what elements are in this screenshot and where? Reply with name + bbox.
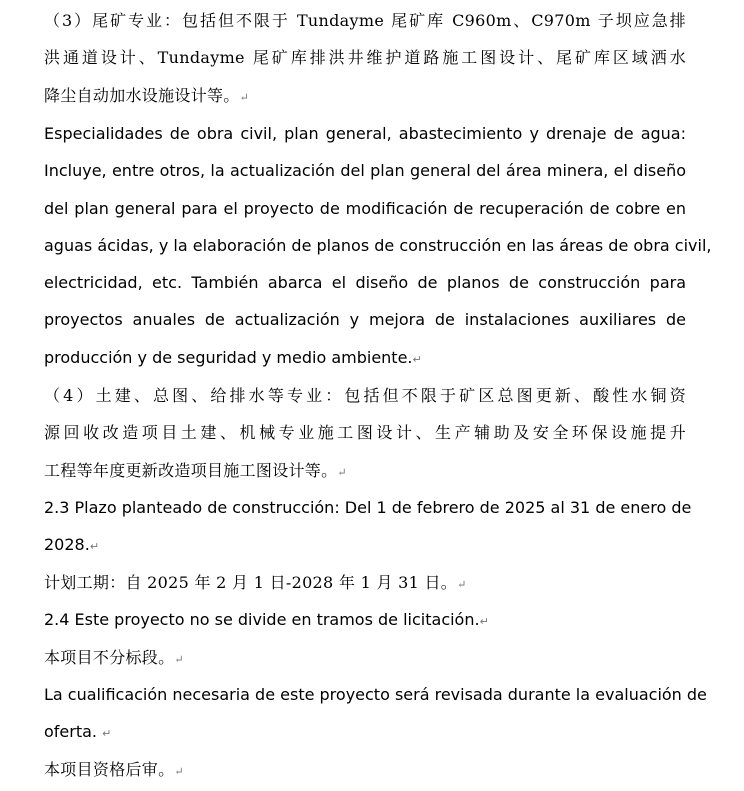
text-line: （4）土建、总图、给排水等专业：包括但不限于矿区总图更新、酸性水铜资 — [44, 386, 686, 405]
paragraph-mark-icon: ↵ — [239, 90, 250, 104]
paragraph-tender-lots-es — [44, 601, 686, 638]
paragraph-civil-works-cn — [44, 377, 686, 489]
text-line: producción y de seguridad y medio ambiente.↵ — [44, 347, 422, 367]
text-line: 本项目不分标段。↵ — [44, 648, 184, 667]
text-line: Incluye, entre otros, la actualización del plan general del área minera, el diseño — [44, 161, 686, 181]
paragraph-mark-icon: ↵ — [479, 615, 489, 628]
paragraph-mark-icon: ↵ — [174, 653, 184, 666]
paragraph-mark-icon: ↵ — [412, 352, 422, 366]
text-line: 2.3 Plazo planteado de construcción: Del 1 de febrero de 2025 al 31 de enero de — [44, 498, 692, 517]
text-line: La cualificación necesaria de este proyecto será revisada durante la evaluación de — [44, 685, 707, 704]
paragraph-mark-icon: ↵ — [174, 765, 184, 778]
text-line: electricidad, etc. También abarca el diseño de planos de construcción para — [44, 273, 686, 293]
text-line: 本项目资格后审。↵ — [44, 760, 184, 779]
text-line: 降尘自动加水设施设计等。↵ — [44, 85, 250, 105]
text-line: aguas ácidas, y la elaboración de planos de construcción en las áreas de obra civil, — [44, 235, 712, 255]
text-line: 2.4 Este proyecto no se divide en tramos de licitación.↵ — [44, 610, 489, 629]
paragraph-mark-icon: ↵ — [457, 578, 467, 591]
paragraph-mark-icon: ↵ — [337, 465, 347, 479]
paragraph-tailings-specialty — [44, 2, 686, 114]
paragraph-mark-icon: ↵ — [102, 727, 112, 741]
paragraph-construction-period-cn — [44, 564, 686, 601]
text-line: （3）尾矿专业：包括但不限于 Tundayme 尾矿库 C960m、C970m 子坝应急排 — [44, 11, 686, 30]
paragraph-qualification-es — [44, 676, 707, 751]
text-line: del plan general para el proyecto de modificación de recuperación de cobre en — [44, 198, 686, 218]
paragraph-mark-icon: ↵ — [89, 540, 100, 554]
paragraph-construction-period-es — [44, 489, 692, 564]
text-line: 2028.↵ — [44, 535, 100, 555]
paragraph-civil-works-es — [44, 115, 712, 376]
text-line: 洪通道设计、Tundayme 尾矿库排洪井维护道路施工图设计、尾矿库区域洒水 — [44, 48, 686, 68]
text-line: proyectos anuales de actualización y mejora de instalaciones auxiliares de — [44, 310, 686, 330]
text-line: 工程等年度更新改造项目施工图设计等。↵ — [44, 460, 347, 480]
paragraph-tender-lots-cn — [44, 639, 686, 676]
paragraph-qualification-cn — [44, 751, 686, 788]
text-line: 源回收改造项目土建、机械专业施工图设计、生产辅助及安全环保设施提升 — [44, 423, 686, 443]
text-line: oferta. ↵ — [44, 722, 112, 742]
text-line: 计划工期：自 2025 年 2 月 1 日-2028 年 1 月 31 日。↵ — [44, 573, 467, 592]
text-line: Especialidades de obra civil, plan general, abastecimiento y drenaje de agua: — [44, 124, 686, 143]
